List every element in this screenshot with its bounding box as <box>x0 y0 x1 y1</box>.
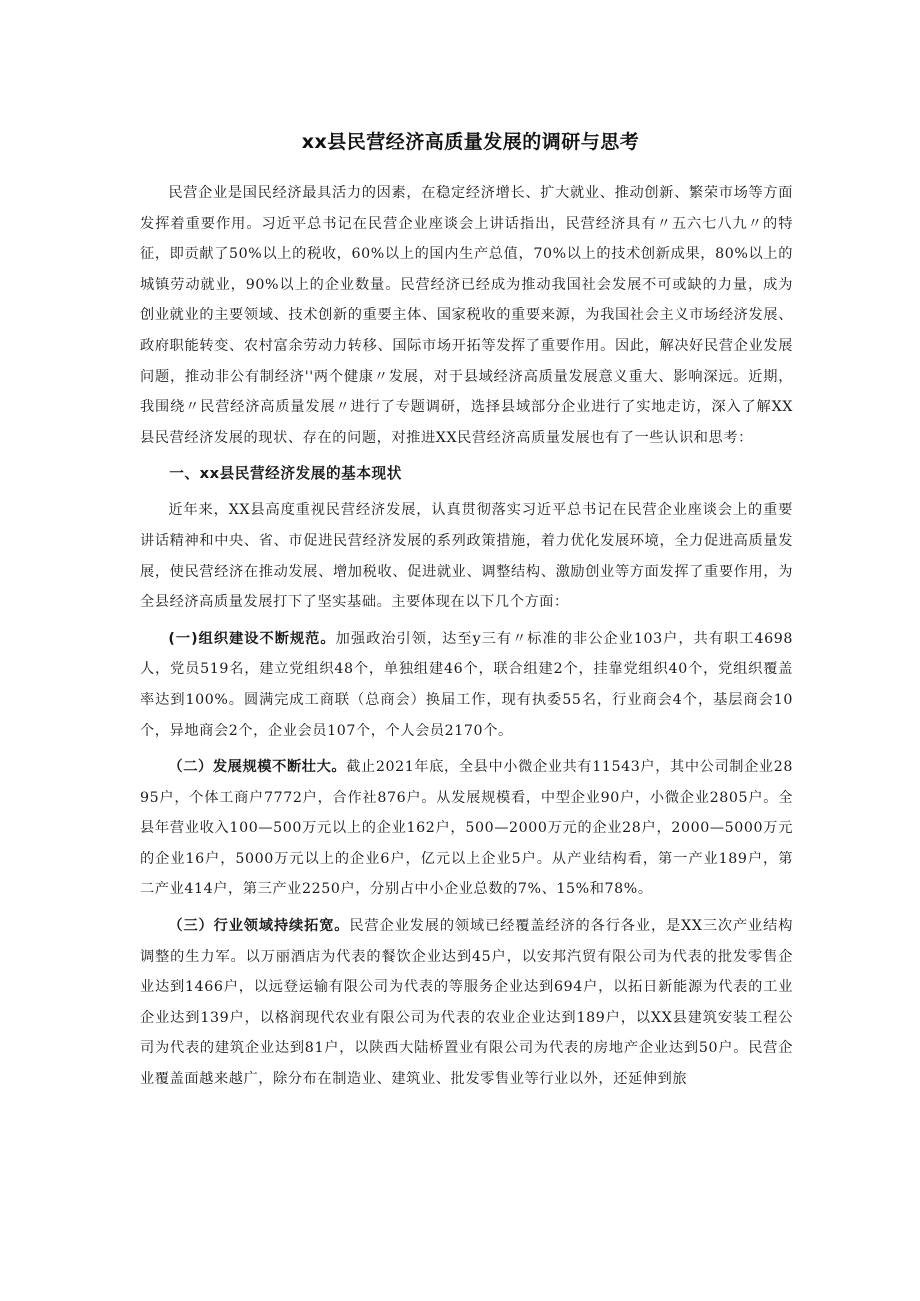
document-title: xx县民营经济高质量发展的调研与思考 <box>301 131 640 153</box>
subsection-1-body: 加强政治引领，达至y三有〃标准的非公企业103户，共有职工4698人，党员519名，建立党组织48个，单独组建46个，联合组建2个，挂靠党组织40个，党组织覆盖率达到100%。圆满完成工商联（总商会）换届工作，现有执委55名，行业商会4个，基层商会10个，异地商会2个，企业会员107个，个人会员2170个。 <box>140 630 793 739</box>
subsection-1-lead: (一)组织建设不断规范。 <box>168 630 336 647</box>
subsection-3-body: 民营企业发展的领域已经覆盖经济的各行各业，是XX三次产业结构调整的生力军。以万丽酒店为代表的餐饮企业达到45户，以安邦汽贸有限公司为代表的批发零售企业达到1466户，以远登运输有限公司为代表的等服务企业达到694户，以拓日新能源为代表的工业企业达到139户，以格润现代农业有限公司为代表的农业企业达到189户，以XX县建筑安装工程公司为代表的建筑企业达到81户，以陕西大陆桥置业有限公司为代表的房地产企业达到50户。民营企业覆盖面越来越广，除分布在制造业、建筑业、批发零售业等行业以外，还延伸到旅 <box>140 918 794 1088</box>
subsection-3-paragraph <box>140 911 793 1095</box>
section-1-intro-paragraph: 近年来，XX县高度重视民营经济发展，认真贯彻落实习近平总书记在民营企业座谈会上的重要讲话精神和中央、省、市促进民营经济发展的系列政策措施，着力优化发展环境，全力促进高质量发展，使民营经济在推动发展、增加税收、促进就业、调整结构、激励创业等方面发挥了重要作用，为全县经济高质量发展打下了坚实基础。主要体现在以下几个方面： <box>140 502 793 611</box>
intro-paragraph: 民营企业是国民经济最具活力的因素，在稳定经济增长、扩大就业、推动创新、繁荣市场等方面发挥着重要作用。习近平总书记在民营企业座谈会上讲话指出，民营经济具有〃五六七八九〃的特征，即贡献了50%以上的税收，60%以上的国内生产总值，70%以上的技术创新成果，80%以上的城镇劳动就业，90%以上的企业数量。民营经济已经成为推动我国社会发展不可或缺的力量，成为创业就业的主要领域、技术创新的重要主体、国家税收的重要来源，为我国社会主义市场经济发展、政府职能转变、农村富余劳动力转移、国际市场开拓等发挥了重要作用。因此，解决好民营企业发展问题，推动非公有制经济''两个健康〃发展，对于县域经济高质量发展意义重大、影响深远。近期，我围绕〃民营经济高质量发展〃进行了专题调研，选择县域部分企业进行了实地走访，深入了解XX县民营经济发展的现状、存在的问题，对推进XX民营经济高质量发展也有了一些认识和思考： <box>140 185 793 446</box>
subsection-2-lead: （二）发展规模不断壮大。 <box>168 759 347 776</box>
subsection-1-paragraph <box>140 624 793 746</box>
subsection-2-paragraph <box>140 752 793 905</box>
subsection-2-body: 截止2021年底，全县中小微企业共有11543户，其中公司制企业2895户，个体工商户7772户，合作社876户。从发展规模看，中型企业90户，小微企业2805户。全县年营业收入100—500万元以上的企业162户，500—2000万元的企业28户，2000—5000万元的企业16户，5000万元以上的企业6户，亿元以上企业5户。从产业结构看，第一产业189户，第二产业414户，第三产业2250户，分别占中小企业总数的7%、15%和78%。 <box>140 759 793 898</box>
subsection-3-lead: （三）行业领域持续拓宽。 <box>168 918 350 935</box>
section-heading-1: 一、xx县民营经济发展的基本现状 <box>169 465 402 483</box>
